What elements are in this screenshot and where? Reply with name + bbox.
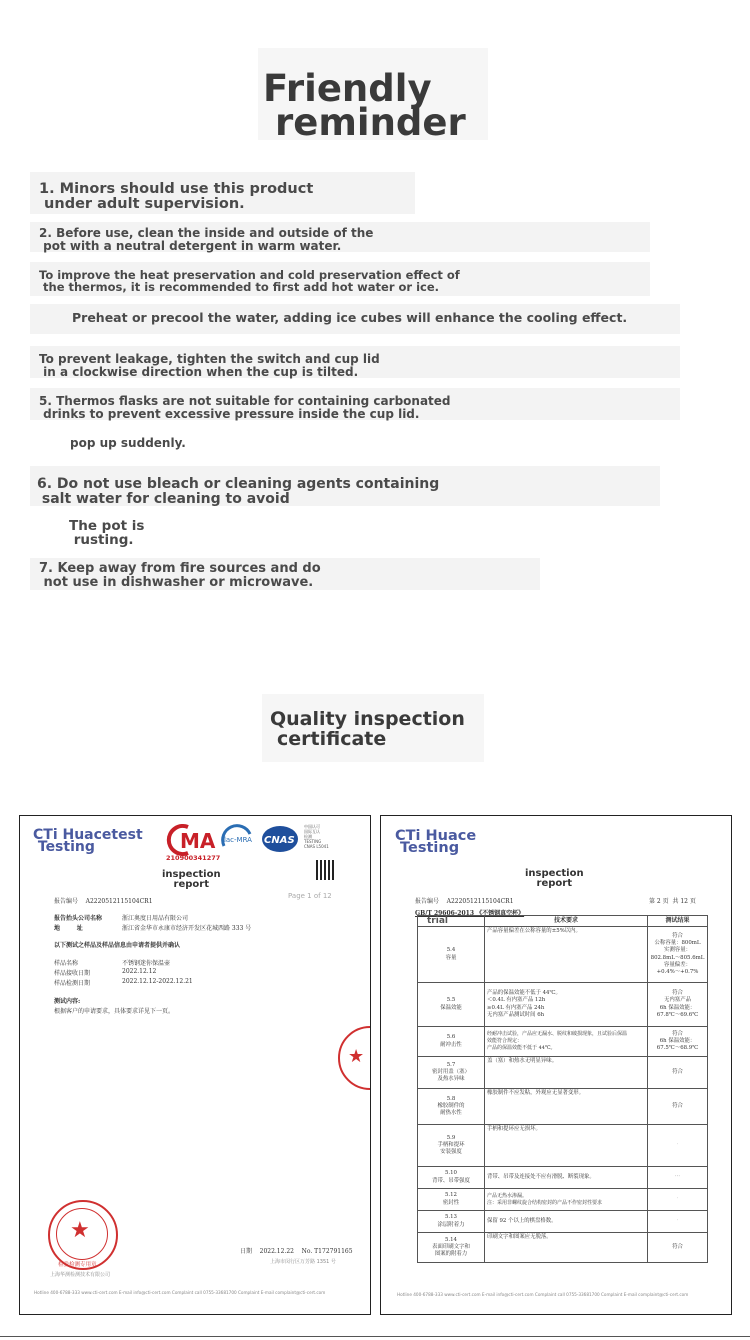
- cma-number: 210900341277: [166, 854, 221, 862]
- stamp-text: 检验检测专用章: [58, 1262, 97, 1268]
- ilac-label: ilac-MRA: [222, 836, 252, 844]
- cma-logo: [166, 824, 220, 856]
- cnas-text: 中国认可 国际互认 检测 TESTING CNAS L5041: [304, 824, 329, 849]
- row-result: ·: [648, 1125, 708, 1167]
- ilac-icon: [220, 824, 254, 854]
- row-clause: 5.7 密封用盖（塞） 及热水异味: [418, 1057, 485, 1089]
- report-number: 报告编号 A2220512115104CR1: [54, 898, 153, 905]
- header-clause: [418, 916, 485, 927]
- bottom-divider: [0, 1336, 750, 1337]
- row-requirement: 经耐冲击试验，产品应无漏水、脱纹和破损现象，且试验后保温 效能符合规定： 产品的保温效能不低于 44℃。: [485, 1027, 648, 1057]
- cma-letters: MA: [180, 829, 216, 853]
- table-row: [418, 1125, 708, 1167]
- brand-logo: CTi Huace Testing: [395, 828, 477, 857]
- receive-date-value: 2022.12.12: [122, 968, 157, 975]
- reminder-3: To improve the heat preservation and cold preservation effect of the thermos, it is recommended to first add hot water or ice.: [39, 268, 460, 295]
- issue-date: 日期 2022.12.22 No. T172791165: [240, 1248, 353, 1255]
- row-clause: 5.14 表面印刷文字和 图案的附着力: [418, 1233, 485, 1263]
- row-result: 符合: [648, 1089, 708, 1125]
- table-row: [418, 1189, 708, 1211]
- sample-name-label: 样品名称: [54, 960, 79, 967]
- row-result: 符合 无内塞产品 6h 保温效能： 67.8℃～69.6℃: [648, 983, 708, 1027]
- cnas-label: CNAS: [264, 835, 295, 846]
- section-title-line-1: Quality inspection: [270, 708, 465, 730]
- reminder-4: Preheat or precool the water, adding ice cubes will enhance the cooling effect.: [72, 310, 628, 325]
- row-requirement: 橡胶制件不应发粘，外观应无显著变形。: [485, 1089, 648, 1125]
- standard-title: GB/T 29606-2013 《不锈钢真空杯》: [415, 910, 525, 917]
- address-value: 浙江省金华市永康市经济开发区花城西路 333 号: [122, 925, 252, 932]
- test-date-label: 样品检测日期: [54, 980, 91, 987]
- row-clause: 5.9 手柄和提环 安装强度: [418, 1125, 485, 1167]
- reminder-6: 5. Thermos flasks are not suitable for containing carbonated drinks to prevent excessive pressure inside the cup lid.: [39, 394, 451, 421]
- report-title: inspection report: [162, 869, 221, 890]
- row-requirement: 保留 92 个以上的棋盘格数。: [485, 1211, 648, 1233]
- table-row: [418, 1089, 708, 1125]
- reminder-1: 1. Minors should use this product under adult supervision.: [39, 181, 314, 213]
- seal-star-icon: ★: [348, 1046, 365, 1067]
- row-clause: 5.8 橡胶制件的 耐热水性: [418, 1089, 485, 1125]
- client-label: 报告抬头公司名称: [54, 915, 103, 922]
- issuer-address: 上海市闵行区万芳路 1351 号: [270, 1259, 336, 1265]
- ilac-logo: [220, 824, 254, 854]
- table-row: [418, 1027, 708, 1057]
- reminder-9: The pot is rusting.: [69, 518, 145, 549]
- issuer-name: 上海华测检测技术有限公司: [50, 1272, 111, 1278]
- page-footer: Hotline 400-6788-333 www.cti-cert.com E-mail info@cti-cert.com Complaint call 0755-33681700 Complaint E-mail complaint@cti-cert.com: [34, 1290, 326, 1295]
- reminder-2: 2. Before use, clean the inside and outside of the pot with a neutral detergent in warm water.: [39, 226, 374, 253]
- test-text: 根据客户的申请要求，具体要求详见下一页。: [54, 1008, 175, 1015]
- reminder-10: 7. Keep away from fire sources and do not use in dishwasher or microwave.: [39, 561, 321, 590]
- sample-name-value: 不锈钢迷你保温壶: [122, 960, 171, 967]
- row-requirement: 产品无热水渗漏。 注：采用非螺纹旋合结构密封的产品不作密封性要求: [485, 1189, 648, 1211]
- qr-code-icon: [316, 860, 336, 880]
- row-clause: 5.13 涂层附着力: [418, 1211, 485, 1233]
- reminder-5: To prevent leakage, tighten the switch and cup lid in a clockwise direction when the cup is tilted.: [39, 352, 380, 379]
- row-requirement: 产品容量偏差在公称容量的±5%以内。: [485, 927, 648, 983]
- header-result: 测试结果: [648, 916, 708, 927]
- table-row: [418, 927, 708, 983]
- receive-date-label: 样品接收日期: [54, 970, 91, 977]
- table-header-row: [418, 916, 708, 927]
- edge-seal: [338, 1026, 371, 1090]
- row-requirement: 背带、吊带及连接处不应有滑脱、断裂现象。: [485, 1167, 648, 1189]
- row-result: ·: [648, 1211, 708, 1233]
- table-row: [418, 1057, 708, 1089]
- section-title-line-2: certificate: [277, 728, 387, 750]
- row-result: 符合 公称容量：800mL 实测容量： 802.8mL～805.6mL 容量偏差： +0.4%～+0.7%: [648, 927, 708, 983]
- cma-icon: [166, 824, 220, 856]
- table-row: [418, 1233, 708, 1263]
- row-result: 符合: [648, 1233, 708, 1263]
- test-date-value: 2022.12.12-2022.12.21: [122, 978, 193, 985]
- row-requirement: 盖（塞）和热水无明显异味。: [485, 1057, 648, 1089]
- stamp-star-icon: ★: [70, 1218, 90, 1243]
- brand-logo: CTi Huacetest Testing: [33, 827, 143, 855]
- row-clause: 5.4 容量: [418, 927, 485, 983]
- row-clause: 5.12 密封性: [418, 1189, 485, 1211]
- row-clause: 5.6 耐冲击性: [418, 1027, 485, 1057]
- certificate-page-1: [19, 815, 371, 1315]
- row-requirement: 手柄和提环应无损坏。: [485, 1125, 648, 1167]
- page-label: 第 2 页 共 12 页: [649, 898, 696, 905]
- test-heading: 测试内容:: [54, 998, 81, 1005]
- row-clause: 5.10 背带、吊带强度: [418, 1167, 485, 1189]
- cnas-logo: [260, 824, 300, 854]
- table-row: [418, 1211, 708, 1233]
- row-result: ·: [648, 1189, 708, 1211]
- cnas-icon: [260, 824, 300, 854]
- spec-table: [417, 915, 708, 1263]
- trial-label: trial: [427, 916, 448, 926]
- table-row: [418, 1167, 708, 1189]
- row-result: 符合: [648, 1057, 708, 1089]
- row-requirement: 产品的保温效能不低于 44℃。 ＜0.4L 有内塞产品 12h ≥0.4L 有内塞产品 24h 无内塞产品测试时间 6h: [485, 983, 648, 1027]
- reminder-8: 6. Do not use bleach or cleaning agents containing salt water for cleaning to avoid: [37, 476, 440, 507]
- confirm-note: 以下测试之样品及样品信息由申请者提供并确认: [54, 942, 181, 949]
- page-label: Page 1 of 12: [288, 892, 332, 900]
- report-title: inspection report: [525, 868, 584, 889]
- table-row: [418, 983, 708, 1027]
- reminder-7: pop up suddenly.: [70, 436, 186, 450]
- page-title-line-2: reminder: [275, 101, 466, 144]
- row-result: ···: [648, 1167, 708, 1189]
- page-footer: Hotline 400-6788-333 www.cti-cert.com E-mail info@cti-cert.com Complaint call 0755-33681700 Complaint E-mail complaint@cti-cert.com: [397, 1292, 689, 1297]
- header-requirement: 技术要求: [485, 916, 648, 927]
- row-requirement: 印刷文字和图案应无脱落。: [485, 1233, 648, 1263]
- row-result: 符合 6h 保温效能： 67.5℃～68.9℃: [648, 1027, 708, 1057]
- certificate-page-2: [380, 815, 732, 1315]
- address-label: 地 址: [54, 925, 83, 932]
- page-title-line-1: Friendly: [263, 67, 432, 110]
- client-value: 浙江奥度日用品有限公司: [122, 915, 189, 922]
- report-number: 报告编号 A2220512115104CR1: [415, 898, 514, 905]
- row-clause: 5.5 保温效能: [418, 983, 485, 1027]
